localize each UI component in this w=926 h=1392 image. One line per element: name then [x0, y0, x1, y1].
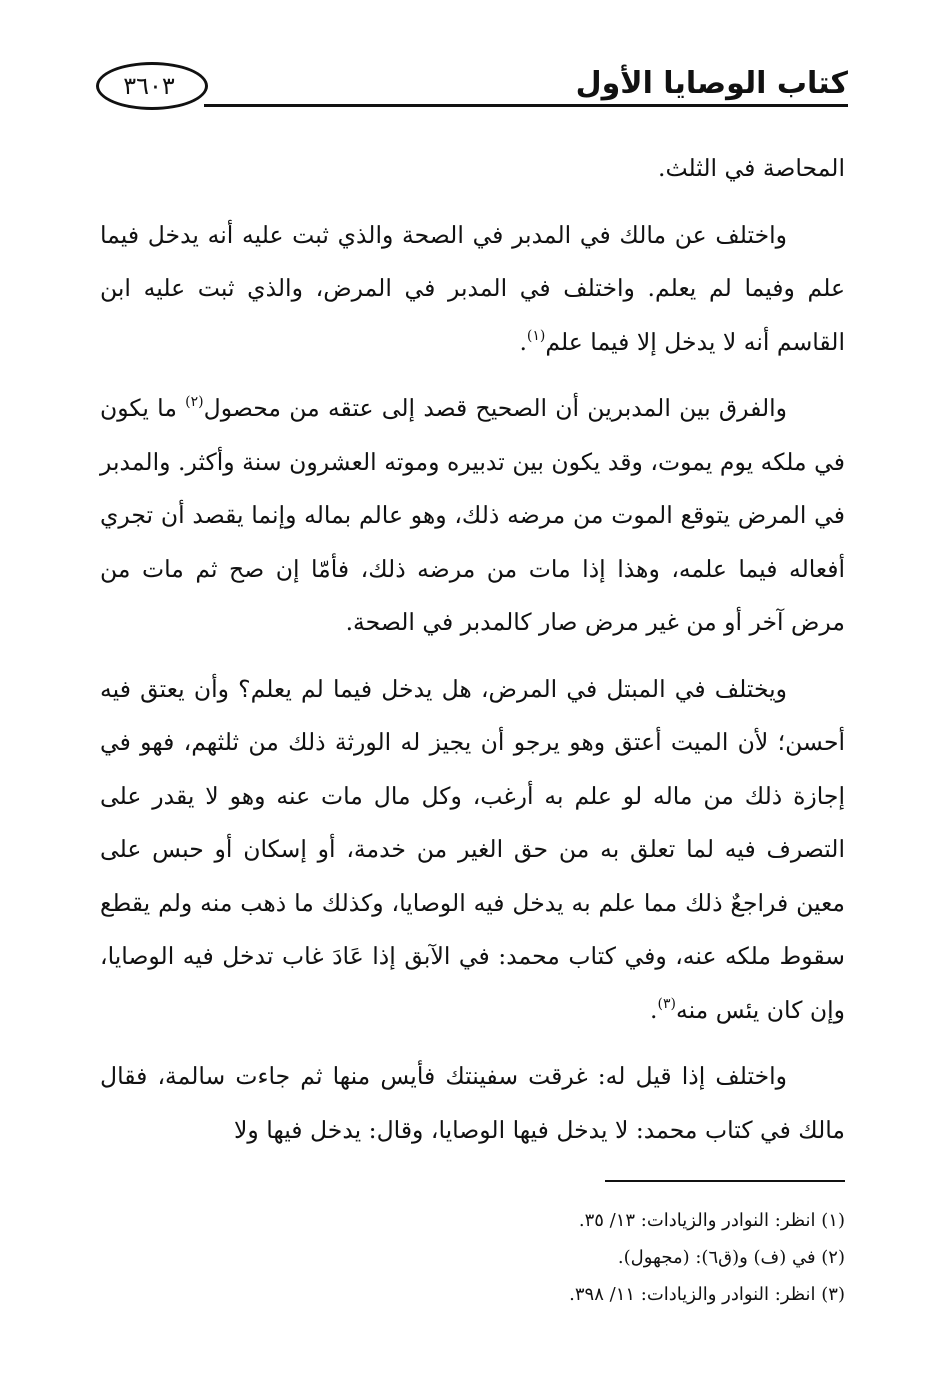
page-header	[96, 58, 848, 120]
paragraph-text: ويختلف في المبتل في المرض، هل يدخل فيما لم يعلم؟ وأن يعتق فيه أحسن؛ لأن الميت أعتق وهو يرجو أن يجيز له الورثة ذلك من ثلثهم، فهو في إجازة ذلك من ماله لو علم به أرغب، وكل مال مات عنه وهو لا يقدر على التصرف فيه لما تعلق به من حق الغير من خدمة، أو إسكان أو حبس على معين فراجعٌ ذلك مما علم به يدخل فيه الوصايا، وكذلك ما ذهب منه ولم يقطع سقوط ملكه عنه، وفي كتاب محمد: في الآبق إذا عَادَ غاب تدخل فيه الوصايا، وإن كان يئس منه	[100, 674, 845, 1024]
book-title: كتاب الوصايا الأول	[575, 66, 848, 101]
footnote: (١) انظر: النوادر والزيادات: ١٣/ ٣٥.	[578, 1210, 845, 1231]
paragraph-text: المحاصة في الثلث.	[657, 154, 845, 182]
paragraph-text: واختلف إذا قيل له: غرقت سفينتك فأيس منها ثم جاءت سالمة، فقال مالك في كتاب محمد: لا يدخل فيها الوصايا، وقال: يدخل فيها ولا	[100, 1062, 845, 1144]
footnote-marker: (٣)	[657, 995, 676, 1012]
footnote-marker: (١)	[526, 327, 546, 344]
paragraph: واختلف عن مالك في المدبر في الصحة والذي ثبت عليه أنه يدخل فيما علم وفيما لم يعلم. واختلف في المدبر في المرض، والذي ثبت عليه ابن القاسم أنه لا يدخل إلا فيما علم$^{(١)}$.	[100, 220, 845, 356]
footnote: (٣) انظر: النوادر والزيادات: ١١/ ٣٩٨.	[569, 1284, 845, 1305]
footnote: (٢) في (ف) و(ق٦): (مجهول).	[617, 1247, 845, 1268]
paragraph-text: والفرق بين المدبرين أن الصحيح قصد إلى عتقه من محصول	[203, 394, 787, 422]
page-number: ٣٦٠٣	[123, 72, 175, 100]
paragraph	[100, 382, 845, 650]
paragraph: ويختلف في المبتل في المرض، هل يدخل فيما لم يعلم؟ وأن يعتق فيه أحسن؛ لأن الميت أعتق وهو يرجو أن يجيز له الورثة ذلك من ثلثهم، فهو في إجازة ذلك من ماله لو علم به أرغب، وكل مال مات عنه وهو لا يقدر على التصرف فيه لما تعلق به من حق الغير من خدمة، أو إسكان أو حبس على معين فراجعٌ ذلك مما علم به يدخل فيه الوصايا، وكذلك ما ذهب منه ولم يقطع سقوط ملكه عنه، وفي كتاب محمد: في الآبق إذا عَادَ غاب تدخل فيه الوصايا، وإن كان يئس منه$^{(٣)}$.	[100, 674, 845, 1024]
paragraph-text: واختلف عن مالك في المدبر في الصحة والذي ثبت عليه أنه يدخل فيما علم وفيما لم يعلم. واختلف في المدبر في المرض، والذي ثبت عليه ابن القاسم أنه لا يدخل إلا فيما علم	[100, 220, 845, 356]
footnote-separator	[605, 1180, 845, 1182]
paragraph	[100, 1050, 845, 1157]
footnotes	[100, 1202, 845, 1313]
main-text	[100, 142, 845, 1170]
paragraph-text: ما يكون في ملكه يوم يموت، وقد يكون بين تدبيره وموته العشرون سنة وأكثر. والمدبر في المرض يتوقع الموت من مرضه ذلك، وهو عالم بماله وإنما يقصد أن تجري أفعاله فيما علمه، وهذا إذا مات من مرضه ذلك، فأمّا إن صح ثم مات من مرض آخر أو من غير مرض صار كالمدبر في الصحة.	[100, 394, 845, 636]
footnote-marker: (٢)	[185, 394, 204, 410]
header-rule	[204, 104, 848, 107]
paragraph	[100, 142, 845, 196]
